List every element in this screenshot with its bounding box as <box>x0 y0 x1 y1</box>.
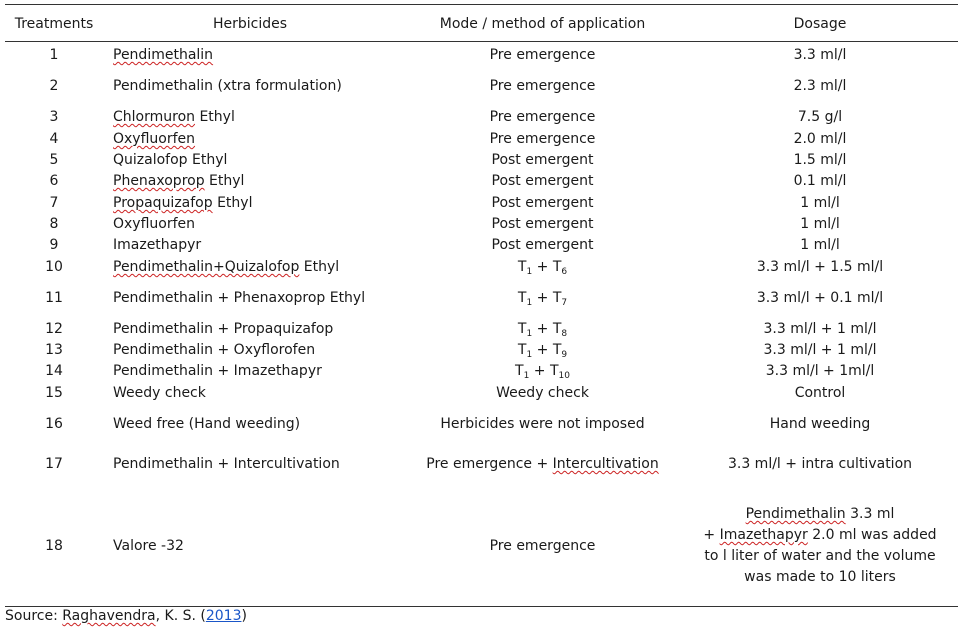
herbicide-suffix: Ethyl <box>195 109 235 125</box>
row-9-treatment: 9 <box>49 237 59 253</box>
table-top-rule <box>5 4 958 5</box>
spell-check-underline: Oxyfluorfen <box>113 131 196 147</box>
row-16-dosage: Hand weeding <box>769 416 871 432</box>
row-2-treatment: 2 <box>49 78 59 94</box>
row-7-dosage: 1 ml/l <box>800 195 840 211</box>
treatment-symbol: T <box>552 259 562 275</box>
row-17-dosage: 3.3 ml/l + intra cultivation <box>727 456 913 472</box>
row-10-herbicide <box>113 258 413 276</box>
row-6-dosage: 0.1 ml/l <box>793 173 847 189</box>
subscript: 6 <box>561 267 568 277</box>
dosage-text: + <box>703 527 720 543</box>
row-5-herbicide: Quizalofop Ethyl <box>113 152 228 168</box>
row-11-mode: $T_1 + T_7$ <box>517 290 568 308</box>
spell-check-underline: Raghavendra <box>62 608 156 624</box>
subscript: 1 <box>526 267 533 277</box>
header-mode: Mode / method of application <box>439 16 646 32</box>
row-2-dosage: 2.3 ml/l <box>793 78 847 94</box>
row-14-herbicide: Pendimethalin + Imazethapyr <box>113 363 322 379</box>
row-6-mode: Post emergent <box>491 173 594 189</box>
subscript: 1 <box>523 371 530 381</box>
treatment-symbol: T <box>517 342 527 358</box>
herbicide-suffix: Ethyl <box>299 259 340 275</box>
row-18-dosage <box>670 504 958 588</box>
row-13-treatment: 13 <box>45 342 63 358</box>
row-5-dosage: 1.5 ml/l <box>793 152 847 168</box>
row-17-herbicide: Pendimethalin + Intercultivation <box>113 456 340 472</box>
header-herbicides: Herbicides <box>213 16 288 32</box>
row-18-mode: Pre emergence <box>489 538 596 554</box>
row-8-herbicide: Oxyfluorfen <box>113 216 196 232</box>
spell-check-underline: Chlormuron <box>113 109 196 125</box>
row-11-herbicide: Pendimethalin + Phenaxoprop Ethyl <box>113 290 366 306</box>
dosage-text: 3.3 ml <box>845 506 895 522</box>
herbicide-suffix: Ethyl <box>212 195 253 211</box>
row-10-dosage: 3.3 ml/l + 1.5 ml/l <box>756 259 884 275</box>
row-9-dosage: 1 ml/l <box>800 237 840 253</box>
treatment-symbol: T <box>552 290 562 306</box>
subscript: 8 <box>561 329 568 339</box>
dosage-text: 2.0 ml was added <box>807 527 937 543</box>
row-12-treatment: 12 <box>45 321 63 337</box>
treatment-symbol: T <box>517 321 527 337</box>
row-7-mode: Post emergent <box>491 195 594 211</box>
dosage-line: to l liter of water and the volume <box>704 548 936 564</box>
row-6-herbicide <box>113 172 413 190</box>
spell-check-underline: Pendimethalin <box>745 506 846 522</box>
subscript: 9 <box>561 350 568 360</box>
row-8-dosage: 1 ml/l <box>800 216 840 232</box>
subscript: 1 <box>526 298 533 308</box>
row-18-treatment: 18 <box>45 538 63 554</box>
dosage-line <box>670 504 958 525</box>
dosage-line <box>670 525 958 546</box>
row-7-herbicide <box>113 194 413 212</box>
row-13-herbicide: Pendimethalin + Oxyflorofen <box>113 342 316 358</box>
dosage-line: was made to 10 liters <box>744 569 896 585</box>
row-9-herbicide: Imazethapyr <box>113 237 202 253</box>
treatment-symbol: T <box>552 321 562 337</box>
row-7-treatment: 7 <box>49 195 59 211</box>
row-1-herbicide <box>113 46 413 64</box>
mode-text: Pre emergence + <box>426 456 553 472</box>
row-13-mode: $T_1 + T_9$ <box>517 342 568 360</box>
table-header-rule <box>5 41 958 42</box>
row-15-treatment: 15 <box>45 385 63 401</box>
row-4-mode: Pre emergence <box>489 131 596 147</box>
row-15-mode: Weedy check <box>496 385 589 401</box>
row-15-dosage: Control <box>794 385 846 401</box>
row-10-treatment: 10 <box>45 259 63 275</box>
subscript: 1 <box>526 329 533 339</box>
row-1-treatment: 1 <box>49 47 59 63</box>
row-11-dosage: 3.3 ml/l + 0.1 ml/l <box>756 290 884 306</box>
row-16-treatment: 16 <box>45 416 63 432</box>
spell-check-underline: Pendimethalin <box>113 47 214 63</box>
spell-check-underline: Intercultivation <box>552 456 659 472</box>
treatment-symbol: T <box>517 259 527 275</box>
row-12-mode: $T_1 + T_8$ <box>517 321 568 339</box>
row-4-herbicide <box>113 130 413 148</box>
source-text: , K. S. ( <box>155 608 206 624</box>
row-13-dosage: 3.3 ml/l + 1 ml/l <box>763 342 877 358</box>
row-14-dosage: 3.3 ml/l + 1ml/l <box>765 363 875 379</box>
row-17-mode <box>410 455 675 473</box>
subscript: 1 <box>526 350 533 360</box>
row-2-mode: Pre emergence <box>489 78 596 94</box>
spell-check-underline: Imazethapyr <box>719 527 808 543</box>
row-8-mode: Post emergent <box>491 216 594 232</box>
herbicide-table <box>5 0 958 633</box>
spell-check-underline: Phenaxoprop <box>113 173 205 189</box>
row-4-dosage: 2.0 ml/l <box>793 131 847 147</box>
row-4-treatment: 4 <box>49 131 59 147</box>
row-16-mode: Herbicides were not imposed <box>440 416 645 432</box>
source-text: ) <box>241 608 247 624</box>
row-14-mode: $T_1 + T_{10}$ <box>515 363 570 381</box>
source-label: Source: <box>5 608 63 624</box>
row-9-mode: Post emergent <box>491 237 594 253</box>
row-17-treatment: 17 <box>45 456 63 472</box>
treatment-symbol: T <box>549 363 559 379</box>
row-18-herbicide: Valore -32 <box>113 538 184 554</box>
row-1-dosage: 3.3 ml/l <box>793 47 847 63</box>
row-3-mode: Pre emergence <box>489 109 596 125</box>
header-dosage: Dosage <box>793 16 847 32</box>
row-2-herbicide: Pendimethalin (xtra formulation) <box>113 78 342 94</box>
source-citation <box>5 607 247 625</box>
herbicide-suffix: Ethyl <box>204 173 245 189</box>
row-14-treatment: 14 <box>45 363 63 379</box>
row-5-mode: Post emergent <box>491 152 594 168</box>
spell-check-underline: Pendimethalin+Quizalofop <box>113 259 300 275</box>
row-12-dosage: 3.3 ml/l + 1 ml/l <box>763 321 877 337</box>
row-11-treatment: 11 <box>45 290 63 306</box>
treatment-symbol: T <box>517 290 527 306</box>
row-16-herbicide: Weed free (Hand weeding) <box>113 416 301 432</box>
row-15-herbicide: Weedy check <box>113 385 206 401</box>
row-3-treatment: 3 <box>49 109 59 125</box>
treatment-symbol: T <box>552 342 562 358</box>
spell-check-underline: Propaquizafop <box>113 195 213 211</box>
header-treatments: Treatments <box>14 16 94 32</box>
treatment-symbol: T <box>515 363 524 379</box>
row-8-treatment: 8 <box>49 216 59 232</box>
row-5-treatment: 5 <box>49 152 59 168</box>
row-6-treatment: 6 <box>49 173 59 189</box>
row-12-herbicide: Pendimethalin + Propaquizafop <box>113 321 334 337</box>
citation-year-link[interactable]: 2013 <box>205 608 242 624</box>
row-1-mode: Pre emergence <box>489 47 596 63</box>
subscript: 10 <box>558 371 570 381</box>
row-3-herbicide <box>113 108 413 126</box>
row-3-dosage: 7.5 g/l <box>797 109 843 125</box>
row-10-mode: $T_1 + T_6$ <box>517 259 568 277</box>
subscript: 7 <box>561 298 568 308</box>
